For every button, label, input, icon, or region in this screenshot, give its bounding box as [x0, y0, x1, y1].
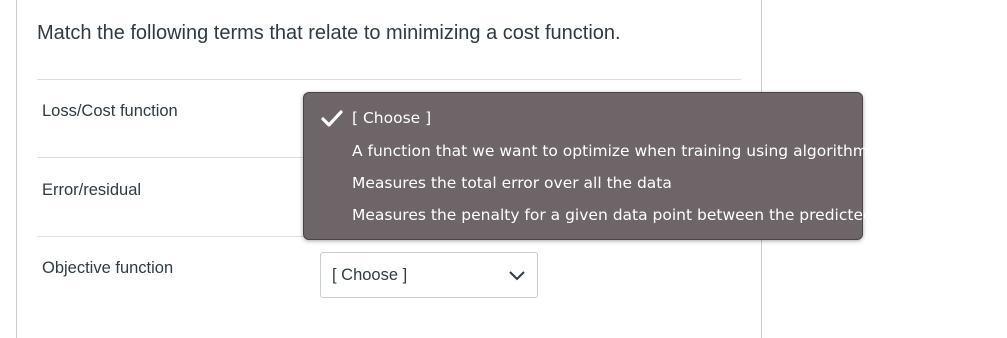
- menu-option-penalty[interactable]: Measures the penalty for a given data point between the predicted and actual value: [352, 206, 1007, 224]
- divider: [37, 79, 741, 80]
- select-value: [ Choose ]: [332, 266, 408, 284]
- menu-option-choose[interactable]: [ Choose ]: [352, 109, 432, 127]
- term-error-residual: Error/residual: [42, 181, 142, 199]
- question-text: Match the following terms that relate to minimizing a cost function.: [37, 22, 621, 44]
- term-objective-function: Objective function: [42, 259, 174, 277]
- menu-option-optimize-function[interactable]: A function that we want to optimize when training using algorithms: [352, 142, 876, 160]
- dropdown-menu: [303, 92, 1007, 240]
- checkmark-icon: [321, 110, 343, 128]
- term-loss-cost-function: Loss/Cost function: [42, 102, 178, 120]
- objective-function-select[interactable]: [320, 252, 538, 298]
- chevron-down-icon: [509, 271, 525, 281]
- menu-option-total-error[interactable]: Measures the total error over all the data: [352, 174, 672, 192]
